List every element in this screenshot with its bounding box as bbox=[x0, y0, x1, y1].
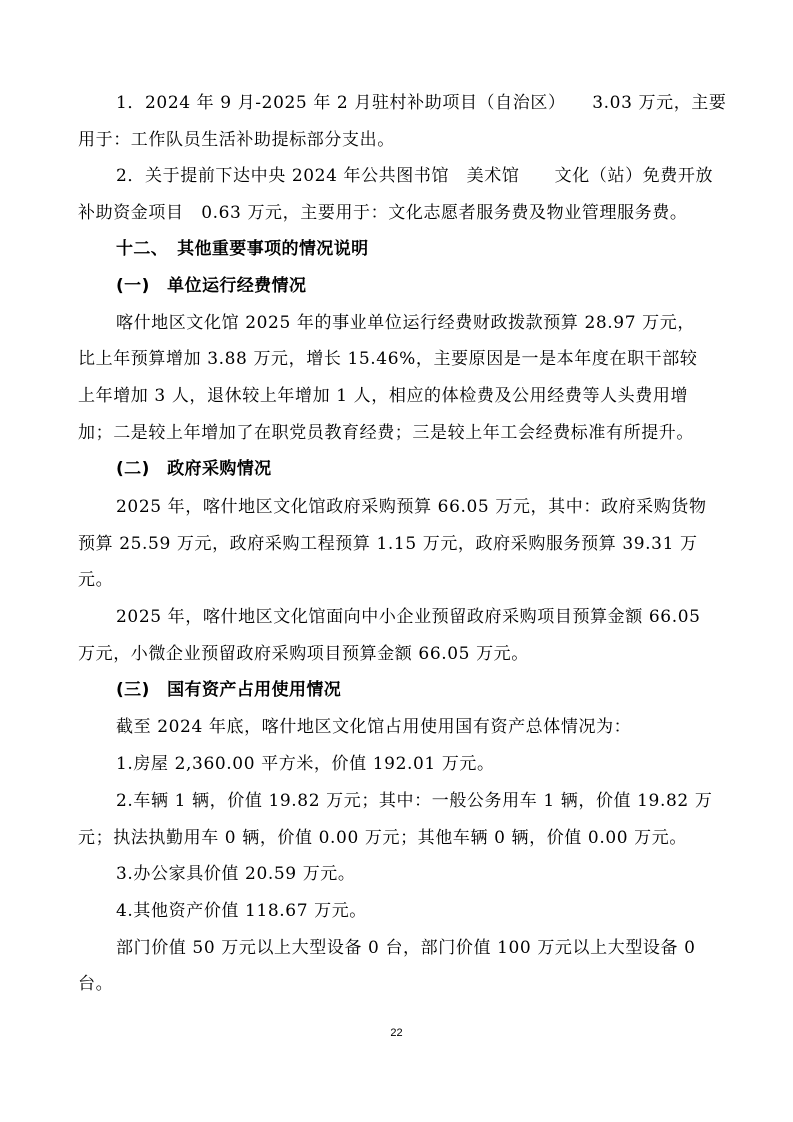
paragraph-1-line-2: 用于：工作队员生活补助提标部分支出。 bbox=[78, 130, 395, 150]
subsection-2-line-5: 万元，小微企业预留政府采购项目预算金额 66.05 万元。 bbox=[78, 644, 529, 664]
subsection-3-line-1: 截至 2024 年底，喀什地区文化馆占用使用国有资产总体情况为： bbox=[116, 717, 632, 737]
subsection-1-heading: (一) 单位运行经费情况 bbox=[116, 276, 307, 296]
section-12-heading: 十二、 其他重要事项的情况说明 bbox=[116, 239, 369, 259]
subsection-3-line-6: 4.其他资产价值 118.67 万元。 bbox=[116, 901, 367, 921]
subsection-2-heading: (二) 政府采购情况 bbox=[116, 459, 272, 479]
subsection-3-line-8: 台。 bbox=[78, 974, 114, 994]
subsection-2-line-2: 预算 25.59 万元，政府采购工程预算 1.15 万元，政府采购服务预算 39.31 万 bbox=[78, 534, 698, 554]
page-number: 22 bbox=[390, 1027, 403, 1039]
paragraph-1-line-1: 1．2024 年 9 月-2025 年 2 月驻村补助项目（自治区） 3.03 万元，主要 bbox=[116, 93, 727, 113]
subsection-1-line-2: 比上年预算增加 3.88 万元，增长 15.46%，主要原因是一是本年度在职干部较 bbox=[78, 349, 698, 369]
subsection-2-line-3: 元。 bbox=[78, 570, 114, 590]
paragraph-2-line-2: 补助资金项目 0.63 万元，主要用于：文化志愿者服务费及物业管理服务费。 bbox=[78, 203, 688, 223]
paragraph-2-line-1: 2．关于提前下达中央 2024 年公共图书馆 美术馆 文化（站）免费开放 bbox=[116, 166, 714, 186]
subsection-1-line-3: 上年增加 3 人，退休较上年增加 1 人，相应的体检费及公用经费等人头费用增 bbox=[78, 386, 689, 406]
subsection-3-line-7: 部门价值 50 万元以上大型设备 0 台，部门价值 100 万元以上大型设备 0 bbox=[116, 938, 696, 958]
subsection-1-line-4: 加；二是较上年增加了在职党员教育经费；三是较上年工会经费标准有所提升。 bbox=[78, 423, 694, 443]
subsection-3-line-5: 3.办公家具价值 20.59 万元。 bbox=[116, 864, 356, 884]
subsection-1-line-1: 喀什地区文化馆 2025 年的事业单位运行经费财政拨款预算 28.97 万元， bbox=[116, 313, 695, 333]
subsection-3-line-2: 1.房屋 2,360.00 平方米，价值 192.01 万元。 bbox=[116, 754, 495, 774]
subsection-2-line-4: 2025 年，喀什地区文化馆面向中小企业预留政府采购项目预算金额 66.05 bbox=[116, 607, 701, 627]
subsection-2-line-1: 2025 年，喀什地区文化馆政府采购预算 66.05 万元，其中：政府采购货物 bbox=[116, 497, 707, 517]
subsection-3-heading: (三) 国有资产占用使用情况 bbox=[116, 680, 342, 700]
subsection-3-line-3: 2.车辆 1 辆，价值 19.82 万元；其中：一般公务用车 1 辆，价值 19.82 万 bbox=[116, 791, 713, 811]
subsection-3-line-4: 元；执法执勤用车 0 辆，价值 0.00 万元；其他车辆 0 辆，价值 0.00 万元。 bbox=[78, 828, 687, 848]
